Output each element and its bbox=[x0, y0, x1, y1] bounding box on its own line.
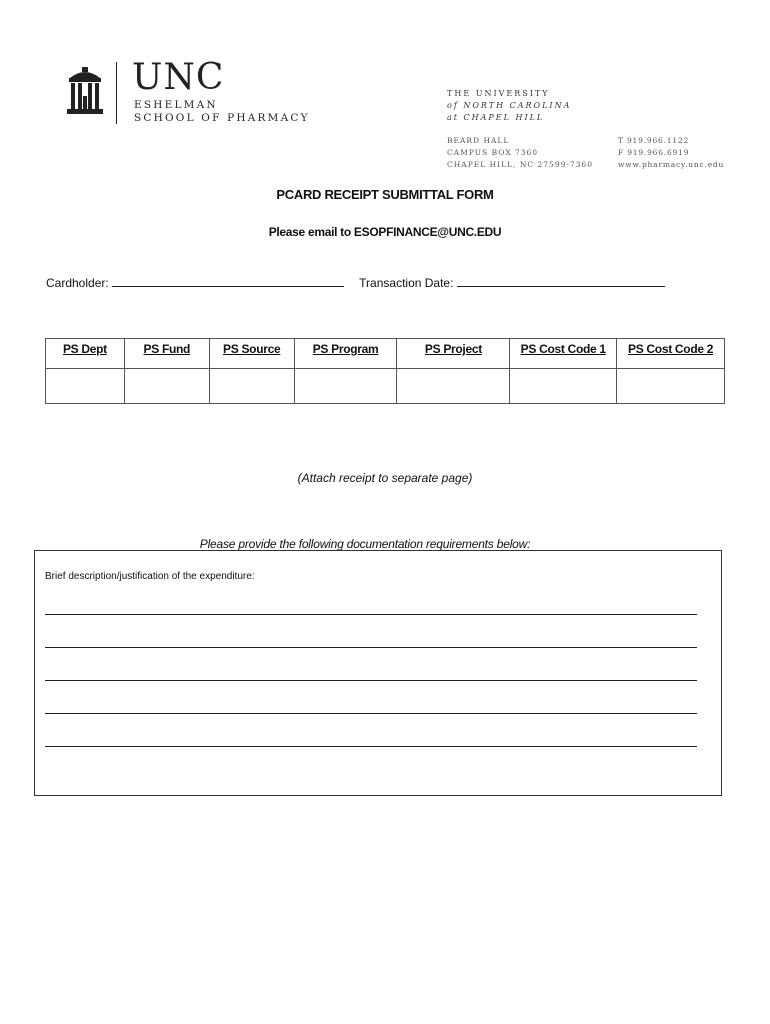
description-line[interactable] bbox=[45, 680, 697, 681]
address-line2: CAMPUS BOX 7360 bbox=[447, 148, 539, 157]
logo-school-text: SCHOOL OF PHARMACY bbox=[134, 112, 310, 124]
form-title: PCARD RECEIPT SUBMITTAL FORM bbox=[276, 187, 494, 202]
description-line[interactable] bbox=[45, 614, 697, 615]
university-name-line1: THE UNIVERSITY bbox=[447, 89, 550, 98]
logo-eshelman-text: ESHELMAN bbox=[134, 99, 218, 111]
logo-divider bbox=[116, 62, 117, 124]
ps-dept-cell[interactable] bbox=[46, 369, 125, 404]
description-line[interactable] bbox=[45, 713, 697, 714]
logo-unc-text: UNC bbox=[132, 57, 225, 98]
transaction-date-label: Transaction Date: bbox=[359, 276, 454, 290]
university-name-line3: at CHAPEL HILL bbox=[447, 113, 545, 122]
ps-project-cell[interactable] bbox=[397, 369, 510, 404]
address-line3: CHAPEL HILL, NC 27599-7360 bbox=[447, 160, 593, 169]
university-name-line2: of NORTH CAROLINA bbox=[447, 101, 572, 110]
documentation-note: Please provide the following documentation requirements below: bbox=[199, 537, 531, 551]
ps-cost-code-1-cell[interactable] bbox=[510, 369, 617, 404]
ps-source-cell[interactable] bbox=[209, 369, 294, 404]
attach-receipt-note: (Attach receipt to separate page) bbox=[297, 471, 473, 485]
phone-number: T 919.966.1122 bbox=[618, 136, 690, 145]
column-header-ps-source: PS Source bbox=[209, 339, 294, 369]
email-instruction: Please email to ESOPFINANCE@UNC.EDU bbox=[268, 225, 502, 239]
cardholder-label: Cardholder: bbox=[46, 276, 109, 290]
website-url: www.pharmacy.unc.edu bbox=[618, 160, 725, 169]
address-line1: BEARD HALL bbox=[447, 136, 510, 145]
ps-fund-cell[interactable] bbox=[124, 369, 209, 404]
cardholder-row bbox=[46, 275, 677, 290]
cardholder-field[interactable] bbox=[112, 275, 344, 287]
column-header-ps-cost-code-2: PS Cost Code 2 bbox=[617, 339, 725, 369]
column-header-ps-program: PS Program bbox=[294, 339, 397, 369]
column-header-ps-dept: PS Dept bbox=[46, 339, 125, 369]
chartfield-table bbox=[45, 338, 725, 404]
transaction-date-field[interactable] bbox=[457, 275, 665, 287]
description-label: Brief description/justification of the expenditure: bbox=[45, 571, 255, 582]
table-header-row bbox=[46, 339, 725, 369]
description-line[interactable] bbox=[45, 647, 697, 648]
description-box[interactable] bbox=[34, 550, 722, 796]
column-header-ps-cost-code-1: PS Cost Code 1 bbox=[510, 339, 617, 369]
column-header-ps-project: PS Project bbox=[397, 339, 510, 369]
description-line[interactable] bbox=[45, 746, 697, 747]
column-header-ps-fund: PS Fund bbox=[124, 339, 209, 369]
ps-program-cell[interactable] bbox=[294, 369, 397, 404]
ps-cost-code-2-cell[interactable] bbox=[617, 369, 725, 404]
table-row bbox=[46, 369, 725, 404]
old-well-logo-icon bbox=[66, 66, 104, 114]
fax-number: F 919.966.6919 bbox=[618, 148, 690, 157]
